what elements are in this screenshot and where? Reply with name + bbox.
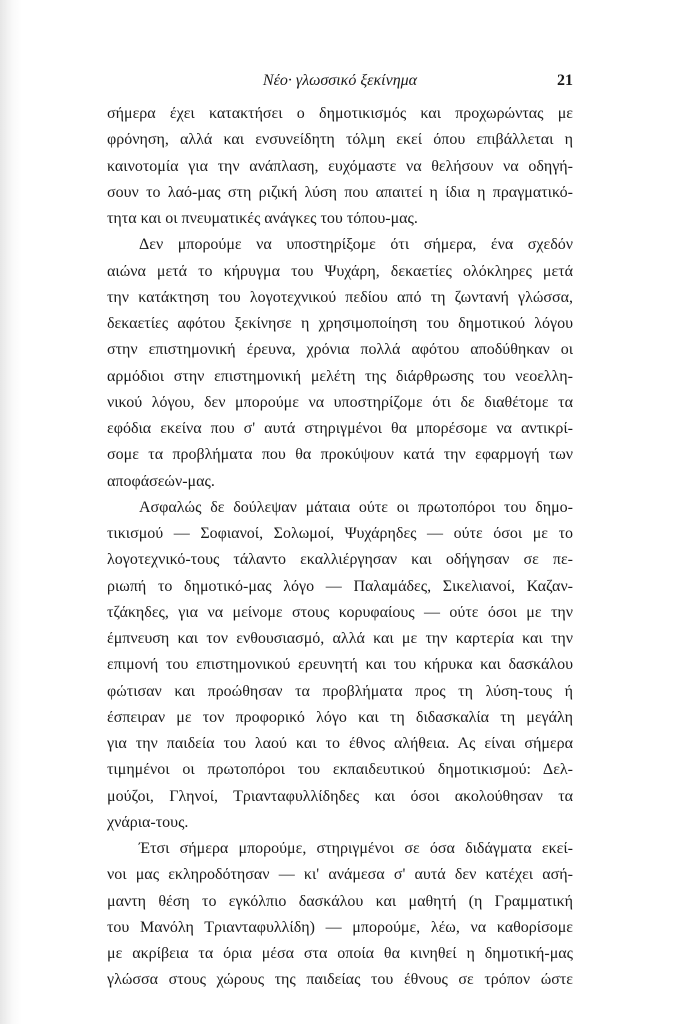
text-line: Έτσι σήμερα μπορούμε, στηριγμένοι σε όσα διδάγματα εκεί- xyxy=(139,840,573,857)
text-line: εφόδια εκείνα που σ' αυτά στηριγμένοι θα μπορέσομε να αντικρί- xyxy=(107,420,573,437)
text-line: χνάρια-τους. xyxy=(107,813,189,831)
text-line: μούζοι, Γληνοί, Τριανταφυλλίδηδες και όσοι ακολούθησαν τα xyxy=(107,787,573,805)
text-line: την κατάκτηση του λογοτεχνικού πεδίου από τη ζωντανή γλώσσα, xyxy=(107,288,573,306)
text-line: επιμονή του επιστημονικού ερευνητή και του κήρυκα και δασκάλου xyxy=(107,656,573,674)
text-line: Ασφαλώς δε δούλεψαν μάταια ούτε οι πρωτοπόροι του δημο- xyxy=(139,498,573,516)
scan-edge-shadow xyxy=(0,0,22,1024)
paragraph xyxy=(107,101,573,232)
page-number: 21 xyxy=(557,72,573,89)
text-line: τιμημένοι οι πρωτοπόροι του εκπαιδευτικού δημοτικισμού: Δελ- xyxy=(107,761,573,779)
text-line: τικισμού — Σοφιανοί, Σολωμοί, Ψυχάρηδες — ούτε όσοι με το xyxy=(107,525,573,542)
text-line: τζάκηδες, για να μείνομε στους κορυφαίους — ούτε όσοι με την xyxy=(107,603,573,621)
text-line: αποφάσεών-μας. xyxy=(107,472,215,490)
text-line: έσπειραν με τον προφορικό λόγο και τη διδασκαλία τη μεγάλη xyxy=(107,708,573,726)
text-line: του Μανόλη Τριανταφυλλίδη) — μπορούμε, λέω, να καθορίσομε xyxy=(107,918,573,936)
paragraph xyxy=(107,836,573,994)
text-line: σομε τα προβλήματα που θα προκύψουν κατά την εφαρμογή των xyxy=(107,446,573,464)
text-line: Δεν μπορούμε να υποστηρίξομε ότι σήμερα, ένα σχεδόν xyxy=(139,236,573,254)
text-line: φρόνηση, αλλά και ενσυνείδητη τόλμη εκεί όπου επιβάλλεται η xyxy=(107,131,573,149)
text-line: αιώνα μετά το κήρυγμα του Ψυχάρη, δεκαετίες ολόκληρες μετά xyxy=(107,262,573,280)
text-line: καινοτομία για την ανάπλαση, ευχόμαστε να θελήσουν να οδηγή- xyxy=(107,157,573,175)
text-line: σήμερα έχει κατακτήσει ο δημοτικισμός και προχωρώντας με xyxy=(107,105,573,122)
running-header xyxy=(107,72,573,94)
text-line: φώτισαν και προώθησαν τα προβλήματα προς τη λύση-τους ή xyxy=(107,682,573,700)
text-line: σουν το λαό-μας στη ριζική λύση που απαιτεί η ίδια η πραγματικό- xyxy=(107,183,573,201)
paragraph xyxy=(107,495,573,836)
text-line: με ακρίβεια τα όρια μέσα στα οποία θα κινηθεί η δημοτική-μας xyxy=(107,945,573,962)
text-line: δεκαετίες αφότου ξεκίνησε η χρησιμοποίηση του δημοτικού λόγου xyxy=(107,315,573,332)
body-text xyxy=(107,101,573,994)
text-line: στην επιστημονική έρευνα, χρόνια πολλά αφότου αποδύθηκαν οι xyxy=(107,341,573,359)
text-line: έμπνευση και τον ενθουσιασμό, αλλά και με την καρτερία και την xyxy=(107,630,573,647)
text-line: μαντη θέση το εγκόλπιο δασκάλου και μαθητή (η Γραμματική xyxy=(107,892,573,910)
text-line: τητα και οι πνευματικές ανάγκες του τόπου-μας. xyxy=(107,210,418,227)
paragraph xyxy=(107,232,573,495)
text-line: ριωπή το δημοτικό-μας λόγο — Παλαμάδες, Σικελιανοί, Καζαν- xyxy=(107,577,573,595)
text-line: γλώσσα στους χώρους της παιδείας του έθνους σε τρόπον ώστε xyxy=(107,971,573,989)
text-line: νοι μας εκληροδότησαν — κι' ανάμεσα σ' αυτά δεν κατέχει ασή- xyxy=(107,866,573,884)
text-line: νικού λόγου, δεν μπορούμε να υποστηρίζομε ότι δε διαθέτομε τα xyxy=(107,393,573,411)
text-line: για την παιδεία του λαού και το έθνος αλήθεια. Ας είναι σήμερα xyxy=(107,735,573,752)
text-line: αρμόδιοι στην επιστημονική μελέτη της διάρθρωσης του νεοελλη- xyxy=(107,367,573,385)
text-line: λογοτεχνικό-τους τάλαντο εκαλλιέργησαν και οδήγησαν σε πε- xyxy=(107,551,573,569)
running-title: Νέο· γλωσσικό ξεκίνημα xyxy=(262,72,418,89)
